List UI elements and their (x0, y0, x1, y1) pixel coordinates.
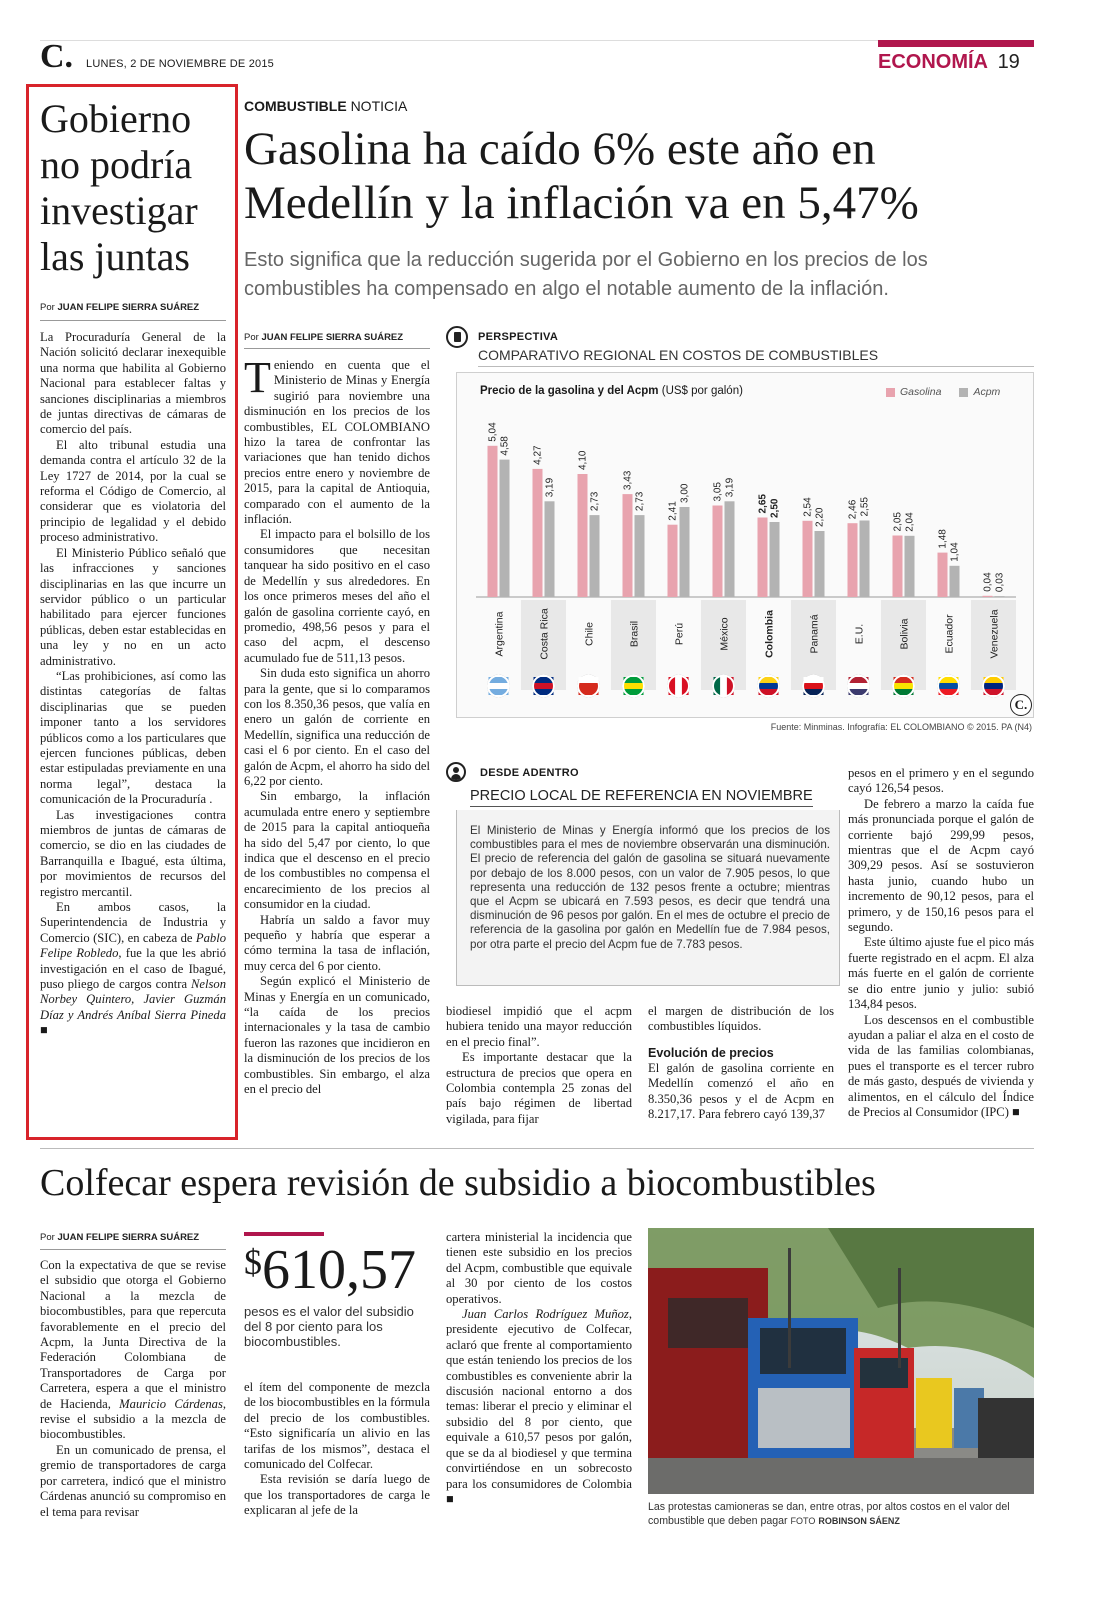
bar-gasolina (533, 469, 543, 597)
person-icon (446, 762, 466, 782)
main-col-3 (648, 1004, 834, 1122)
left-byline (40, 302, 232, 313)
category-label: Chile (583, 622, 596, 646)
main-headline: Gasolina ha caído 6% este año en Medellín y la inflación va en 5,47% (244, 123, 919, 229)
text: Con la expectativa de que se revise el subsidio que otorga el Gobierno Nacional a la mezcla de biocombustibles, para que repercuta favorablemente en el precio del Acpm, la Junta Directiva de la Federación Colombiana de Transportadores de Carga por Carretera, espera a que el ministro de Hacienda, (40, 1258, 226, 1411)
data-label-acpm: 3,19 (724, 477, 736, 498)
flag-stripe (849, 683, 869, 689)
paragraph: El Ministerio Público señaló que las infracciones y sanciones disciplinarias en las que incurre un servidor público o un particular habilitado para ejercer funciones públicas, deben estar establecidas en una ley y no en un acto administrativo. (40, 545, 226, 668)
left-story-title: Gobierno no podría investigar las juntas (40, 96, 198, 279)
paragraph (244, 353, 430, 527)
byline-prefix: Por (40, 302, 55, 313)
paragraph: El galón de gasolina corriente en Medellín comenzó el año en 8.350,36 pesos y el de Acpm en 8.217,17. Para febrero cayó 139,37 (648, 1060, 834, 1122)
bar-acpm (680, 507, 690, 597)
paragraph: Este último ajuste fue el pico más fuerte registrado en el acpm. El alza más fuerte en el galón de corriente se dio entre junio y julio: subió 134,84 pesos. (848, 935, 1034, 1012)
byline-prefix: Por (40, 1232, 55, 1243)
main-col-1 (244, 353, 430, 1098)
bar-acpm (995, 596, 1005, 597)
text: , revise el subsidio a la mezcla de biocombustibles. (40, 1396, 226, 1442)
bar-chart (456, 372, 1034, 718)
paragraph: “Las prohibiciones, así como las distintas categorías de faltas disciplinarias que se pueden imponer tanto a los servidores públicos como a los particulares que ejercen funciones públicas, deben estar estipuladas previamente en una norma legal”, destaca la comunicación de la Procuraduría . (40, 668, 226, 807)
flag-stripe (939, 683, 959, 689)
caption-text: Las protestas camioneras se dan, entre otras, por altos costos en el valor del combustible que deben pagar (648, 1501, 1010, 1527)
bar-gasolina (893, 536, 903, 598)
legend-label: Gasolina (900, 386, 942, 398)
data-label-acpm: 2,50 (769, 498, 781, 518)
person-name: Juan Carlos Rodríguez Muñoz (462, 1307, 629, 1322)
data-label-acpm: 2,55 (859, 497, 871, 517)
data-label-acpm: 0,03 (994, 572, 1006, 593)
main-byline (244, 332, 430, 343)
flag-stripe (894, 683, 914, 689)
bar-gasolina (578, 474, 588, 597)
paragraph: De febrero a marzo la caída fue más pronunciada porque el galón de corriente bajó 299,99 pesos, mientras que el de Acpm cayó 309,29 pesos. Así se sostuvieron hasta junio, cuando hubo un incremento de 90,12 pesos, para el primero, y de 150,16 pesos para el segundo. (848, 796, 1034, 935)
flag-stripe (720, 677, 727, 695)
paragraph: pesos en el primero y en el segundo cayó 126,54 pesos. (848, 766, 1034, 796)
person-name: Pablo Felipe Robledo (40, 930, 226, 961)
bar-acpm (905, 536, 915, 597)
byline-name: JUAN FELIPE SIERRA SUÁREZ (57, 1232, 200, 1243)
data-label-gasolina: 2,54 (802, 497, 814, 517)
byline-prefix: Por (244, 332, 259, 343)
bar-acpm (815, 531, 825, 597)
photo-credit: ROBINSON SÁENZ (818, 1516, 900, 1526)
flag-stripe (624, 683, 644, 689)
data-label-acpm: 2,20 (814, 507, 826, 527)
data-label-gasolina: 0,04 (982, 572, 994, 592)
paragraph (40, 1258, 226, 1443)
data-label-gasolina: 4,27 (532, 445, 544, 465)
flag-stripe (759, 683, 779, 689)
flag-stripe (804, 683, 824, 689)
paragraph: Las investigaciones contra miembros de juntas de cámaras de comercio, se dio en las ciudades de Barranquilla e Ibagué, esta última, por movimientos de recursos del registro mercantil. (40, 807, 226, 899)
category-label: Costa Rica (538, 608, 551, 660)
main-col-4 (848, 766, 1034, 1120)
left-story-body (40, 330, 226, 1039)
bar-acpm (500, 460, 510, 597)
bar-gasolina (623, 494, 633, 597)
category-label: México (718, 617, 731, 651)
data-label-gasolina: 4,10 (577, 450, 589, 470)
desde-title: PRECIO LOCAL DE REFERENCIA EN NOVIEMBRE (470, 788, 813, 807)
bar-gasolina (983, 596, 993, 597)
category-label: Ecuador (943, 614, 956, 654)
bar-acpm (545, 501, 555, 597)
bottom-headline: Colfecar espera revisión de subsidio a biocombustibles (40, 1162, 876, 1204)
category-label: E.U. (853, 623, 866, 645)
section-name: ECONOMÍA (878, 51, 988, 73)
big-number-rule (244, 1232, 324, 1236)
bar-acpm (725, 501, 735, 597)
drop-cap: T (244, 353, 271, 402)
bar-gasolina (758, 518, 768, 598)
chart-source: Fuente: Minminas. Infografía: EL COLOMBIANO © 2015. PA (N4) (770, 722, 1032, 732)
section-divider (40, 1148, 1034, 1149)
paragraph: El alto tribunal estudia una demanda contra el artículo 32 de la Ley 1727 de 2014, por la cual se reforma el Código de Comercio, al considerar que es violatoria del principio de legalidad y el debido proceso administrativo. (40, 437, 226, 545)
data-label-acpm: 3,00 (679, 483, 691, 503)
perspectiva-label: PERSPECTIVA (478, 331, 559, 343)
photo-credit-prefix: FOTO (790, 1516, 816, 1526)
rule (40, 1249, 226, 1250)
data-label-gasolina: 3,43 (622, 470, 634, 491)
paragraph: Esta revisión se daría luego de que los transportadores de carga le explicaran al jefe de la (244, 1472, 430, 1518)
bar-gasolina (938, 553, 948, 597)
paragraph: cartera ministerial la incidencia que tienen este subsidio en los precios del Acpm, combustible que equivale al 30 por ciento de los costos operativos. (446, 1230, 632, 1306)
big-number-value: 610,57 (262, 1239, 416, 1301)
data-label-acpm: 4,58 (499, 436, 511, 456)
desde-text: El Ministerio de Minas y Energía informó que los precios de los combustibles para el mes de noviembre observarán una disminución. El precio de referencia del galón de gasolina se situará nuevamente por debajo de los 8.000 pesos, con un valor de 7.905 pesos, lo que representa una reducción de 132 pesos frente a octubre; mientras que el Acpm se ubicará en 7.593 pesos, es decir que tendrá una disminución de 96 pesos por galón. En el mes de octubre el precio de referencia de la gasolina por galón en Medellín fue de 7.984 pesos, por otra parte el precio del Acpm fue de 7.783 pesos. (470, 824, 830, 951)
bar-gasolina (803, 521, 813, 597)
bar-gasolina (713, 506, 723, 598)
main-col-2 (446, 1004, 632, 1127)
category-label: Argentina (493, 611, 506, 657)
text: En ambos casos, la Superintendencia de Industria y Comercio (SIC), en cabeza de (40, 900, 226, 945)
text: , fue la que les abrió investigación en el caso de Ibagué, puso pliego de cargos contra (40, 946, 226, 992)
bottom-byline (40, 1232, 226, 1243)
person-name: Mauricio Cárdenas (119, 1396, 223, 1411)
data-label-gasolina: 2,05 (892, 512, 904, 532)
bottom-col-3 (446, 1230, 632, 1507)
data-label-gasolina: 3,05 (712, 482, 724, 502)
paragraph (40, 900, 226, 1039)
kicker-topic: COMBUSTIBLE (244, 98, 347, 114)
flag-stripe (534, 683, 554, 689)
text: , presidente ejecutivo de Colfecar, aclaró que frente al comportamiento que están teniendo los precios de los combustibles es conveniente abrir la discusión nacional entorno a dos temas: liberar el precio y eliminar el subsidio del 8 por ciento, que equivale a 610,57 pesos por galón, que se da al biodiesel y que termina convirtiéndose en un sobrecosto para los consumidores de Colombia ■ (446, 1307, 632, 1506)
data-label-acpm: 3,19 (544, 477, 556, 498)
bar-gasolina (668, 525, 678, 597)
paragraph: el margen de distribución de los combustibles líquidos. (648, 1004, 834, 1034)
big-number-caption: pesos es el valor del subsidio del 8 por ciento para los biocombustibles. (244, 1304, 414, 1349)
desde-label: DESDE ADENTRO (480, 767, 579, 779)
subhead: Evolución de precios (648, 1045, 774, 1060)
category-label: Bolivia (898, 618, 911, 650)
flag-stripe (675, 677, 682, 695)
page-date: LUNES, 2 DE NOVIEMBRE DE 2015 (86, 58, 274, 70)
bar-acpm (590, 515, 600, 597)
category-label: Panamá (808, 614, 821, 654)
bottom-col-2 (244, 1380, 430, 1519)
paragraph: el ítem del componente de mezcla de los biocombustibles en la fórmula del precio de los combustibles. “Esto significaría un alivio en las tarifas de los mismos”, destaca el comunicado del Colfecar. (244, 1380, 430, 1472)
chart-units: (US$ por galón) (661, 385, 743, 397)
chart-logo: C. (1010, 694, 1032, 716)
page-number: 19 (997, 51, 1020, 73)
flag-stripe (489, 683, 509, 689)
bar-gasolina (848, 523, 858, 597)
data-label-gasolina: 2,46 (847, 499, 859, 520)
chart-title-text: Precio de la gasolina y del Acpm (480, 385, 659, 397)
kicker (244, 98, 407, 114)
data-label-acpm: 2,73 (634, 491, 646, 512)
data-label-acpm: 2,73 (589, 491, 601, 512)
paragraph: La Procuraduría General de la Nación solicitó declarar inexequible una norma que habilita al Gobierno Nacional para establecer faltas y sanciones disciplinarias a miembros de juntas directivas de cámaras de comercio del país. (40, 330, 226, 437)
data-label-gasolina: 5,04 (487, 422, 499, 442)
bar-acpm (635, 515, 645, 597)
person-names: Nelson Norbey Quintero, Javier Guzmán Díaz y Andrés Aníbal Sierra Pineda (40, 977, 226, 1022)
paragraph: Según explicó el Ministerio de Minas y Energía en un comunicado, “la caída de los precios internacionales y la tasa de cambio fueron las razones que incidieron en la disminución de los precios de los combustibles. Sin embargo, el alza en el precio del (244, 974, 430, 1097)
end-mark: ■ (40, 1023, 48, 1038)
data-label-acpm: 2,04 (904, 512, 916, 532)
flag-stripe (984, 683, 1004, 689)
rule (478, 366, 1034, 367)
photo-caption (648, 1500, 1034, 1528)
paragraph: Sin duda esto significa un ahorro para la gente, que si lo comparamos con los 8.350,36 pesos, que valía en enero un galón de corriente en Medellín, significa una reducción de casi el 6 por ciento. En el caso del galón de Acpm, el ahorro ha sido del 6,22 por ciento. (244, 666, 430, 788)
rule (244, 348, 430, 349)
main-dek: Esto significa que la reducción sugerida por el Gobierno en los precios de los combustibles ha compensado en algo el notable aumento de la inflación. (244, 249, 928, 300)
bar-acpm (860, 521, 870, 598)
data-label-gasolina: 2,41 (667, 501, 679, 521)
section-label (878, 50, 1020, 74)
trucks-photo (648, 1228, 1034, 1494)
paragraph: Es importante destacar que la estructura de precios que opera en Colombia contempla 25 zonas del país bajo régimen de libertad vigilada, para fijar (446, 1050, 632, 1126)
paragraph: En un comunicado de prensa, el gremio de transportadores de carga por carretera, indicó que el ministro Cárdenas anunció su compromiso en el tema para revisar (40, 1442, 226, 1519)
legend-label: Acpm (973, 386, 1001, 398)
category-label: Brasil (628, 620, 641, 648)
currency-symbol: $ (244, 1242, 262, 1282)
category-label: Venezuela (988, 609, 1001, 659)
bar-gasolina (488, 446, 498, 597)
paragraph (446, 1307, 632, 1507)
category-label: Colombia (763, 610, 776, 658)
paragraph: El impacto para el bolsillo de los consumidores que necesitan tanquear ha sido positivo en el caso de Medellín y sus alrededores. En los once primeros meses del año el galón de gasolina corriente cayó, en promedio, 498,56 pesos y para el caso del acpm, el descenso acumulado fue de 511,13 pesos. (244, 527, 430, 665)
paragraph: Sin embargo, la inflación acumulada entre enero y septiembre de 2015 para la capital antioqueña ha sido del 5,47 por ciento, lo que indica que el descenso en el precio de los combustibles no compensa el encarecimiento de los precios al consumidor en la ciudad. (244, 789, 430, 912)
logo: C. (40, 38, 74, 75)
rule (40, 320, 226, 321)
perspectiva-title: COMPARATIVO REGIONAL EN COSTOS DE COMBUSTIBLES (478, 347, 879, 363)
data-label-gasolina: 2,65 (757, 494, 769, 514)
byline-name: JUAN FELIPE SIERRA SUÁREZ (261, 332, 404, 343)
big-number (244, 1238, 416, 1302)
text: eniendo en cuenta que el Ministerio de Minas y Energía sugirió para noviembre una disminución en los precios de los combustibles, EL COLOMBIANO hizo la tarea de confrontar las variaciones que han tenido dichos precios entre enero y noviembre de 2015, para la capital de Antioquia, comparado con el aumento de la inflación. (244, 358, 430, 527)
kicker-type: NOTICIA (350, 98, 408, 114)
data-label-acpm: 1,04 (949, 542, 961, 562)
bar-acpm (770, 522, 780, 597)
bottom-col-1 (40, 1258, 226, 1520)
data-label-gasolina: 1,48 (937, 529, 949, 549)
paragraph: Los descensos en el combustible ayudan a paliar el alza en el costo de vida de las familias colombianas, pues el transporte es el tercer rubro de más gasto, después de vivienda y alimentos, en el cálculo del Índice de Precios al Consumidor (IPC) ■ (848, 1012, 1034, 1119)
gas-pump-icon (446, 326, 468, 348)
paragraph: biodiesel impidió que el acpm hubiera tenido una mayor reducción en el precio final”. (446, 1004, 632, 1049)
bar-acpm (950, 566, 960, 597)
byline-name: JUAN FELIPE SIERRA SUÁREZ (57, 302, 200, 313)
paragraph: Habría un saldo a favor muy pequeño y habría que esperar a cómo termina la tasa de inflación, muy cerca del 6 por ciento. (244, 912, 430, 973)
section-rule (878, 40, 1034, 47)
category-label: Perú (673, 622, 686, 646)
flag-stripe (579, 683, 599, 689)
